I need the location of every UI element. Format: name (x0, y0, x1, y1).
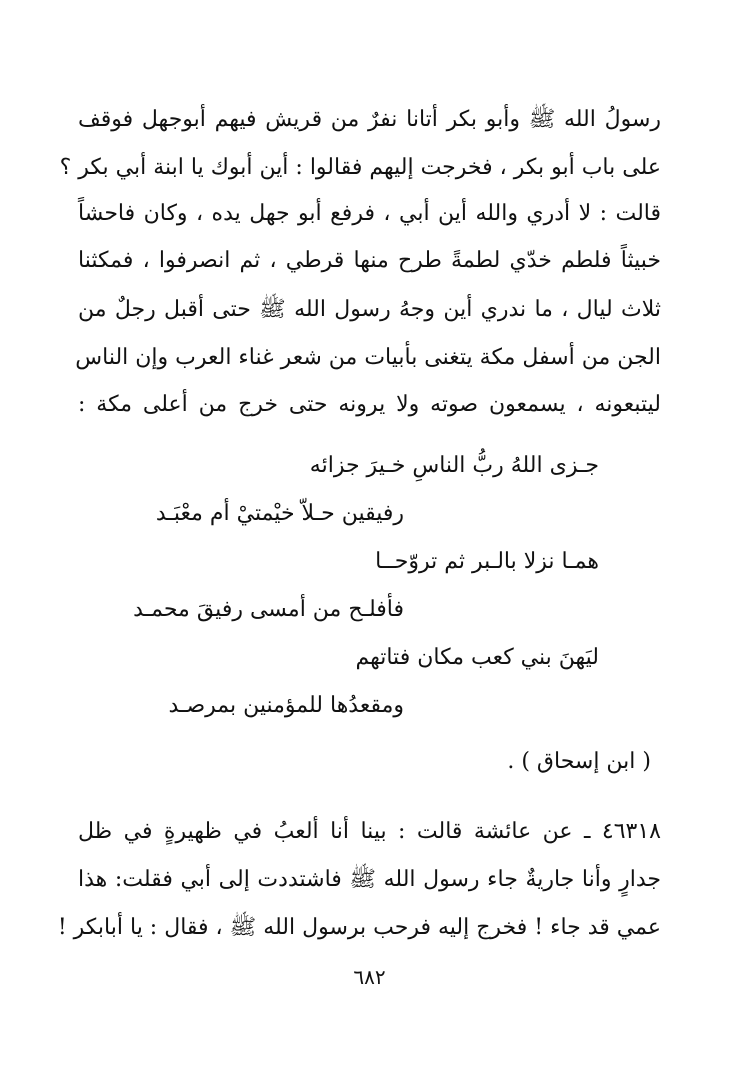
text-line: الجن من أسفل مكة يتغنى بأبيات من شعر غناء العرب وإن الناس (75, 345, 661, 370)
text-line: على باب أبو بكر ، فخرجت إليهم فقالوا : أين أبوك يا ابنة أبي بكر ؟ (59, 155, 661, 180)
poem-verse: جـزى اللهُ ربُّ الناسِ خـيرَ جزائه (309, 453, 599, 478)
page-number: ٦٨٢ (353, 965, 386, 989)
poem-verse: رفيقين حـلاّ خيْمتيْ أم معْبَـد (155, 501, 404, 526)
text-line: ليتبعونه ، يسمعون صوته ولا يرونه حتى خرج من أعلى مكة : (78, 392, 661, 417)
poem-verse: همـا نزلا بالـبر ثم تروّحــا (375, 549, 599, 574)
text-line: رسولُ الله ﷺ وأبو بكر أتانا نفرٌ من قريش فيهم أبوجهل فوقف (78, 107, 661, 132)
text-line: ثلاث ليال ، ما ندري أين وجهُ رسول الله ﷺ حتى أقبل رجلٌ من (78, 297, 661, 322)
poem-verse: فأفلـح من أمسى رفيقَ محمـد (133, 597, 404, 622)
source-citation: ( ابن إسحاق ) . (507, 749, 651, 774)
poem-verse: ليَهنَ بني كعب مكان فتاتهم (355, 645, 599, 670)
text-line: قالت : لا أدري والله أين أبي ، فرفع أبو جهل يده ، وكان فاحشاً (78, 201, 661, 226)
text-line: عمي قد جاء ! فخرج إليه فرحب برسول الله ﷺ ، فقال : يا أبابكر ! (57, 915, 661, 940)
text-line: خبيثاً فلطم خدّي لطمةً طرح منها قرطي ، ثم انصرفوا ، فمكثنا (78, 248, 661, 273)
text-line: جدارٍ وأنا جاريةٌ جاء رسول الله ﷺ فاشتددت إلى أبي فقلت: هذا (78, 867, 661, 892)
text-line: ٤٦٣١٨ ـ عن عائشة قالت : بينا أنا ألعبُ في ظهيرةٍ في ظل (78, 819, 661, 844)
poem-verse: ومقعدُها للمؤمنين بمرصـد (168, 693, 404, 718)
